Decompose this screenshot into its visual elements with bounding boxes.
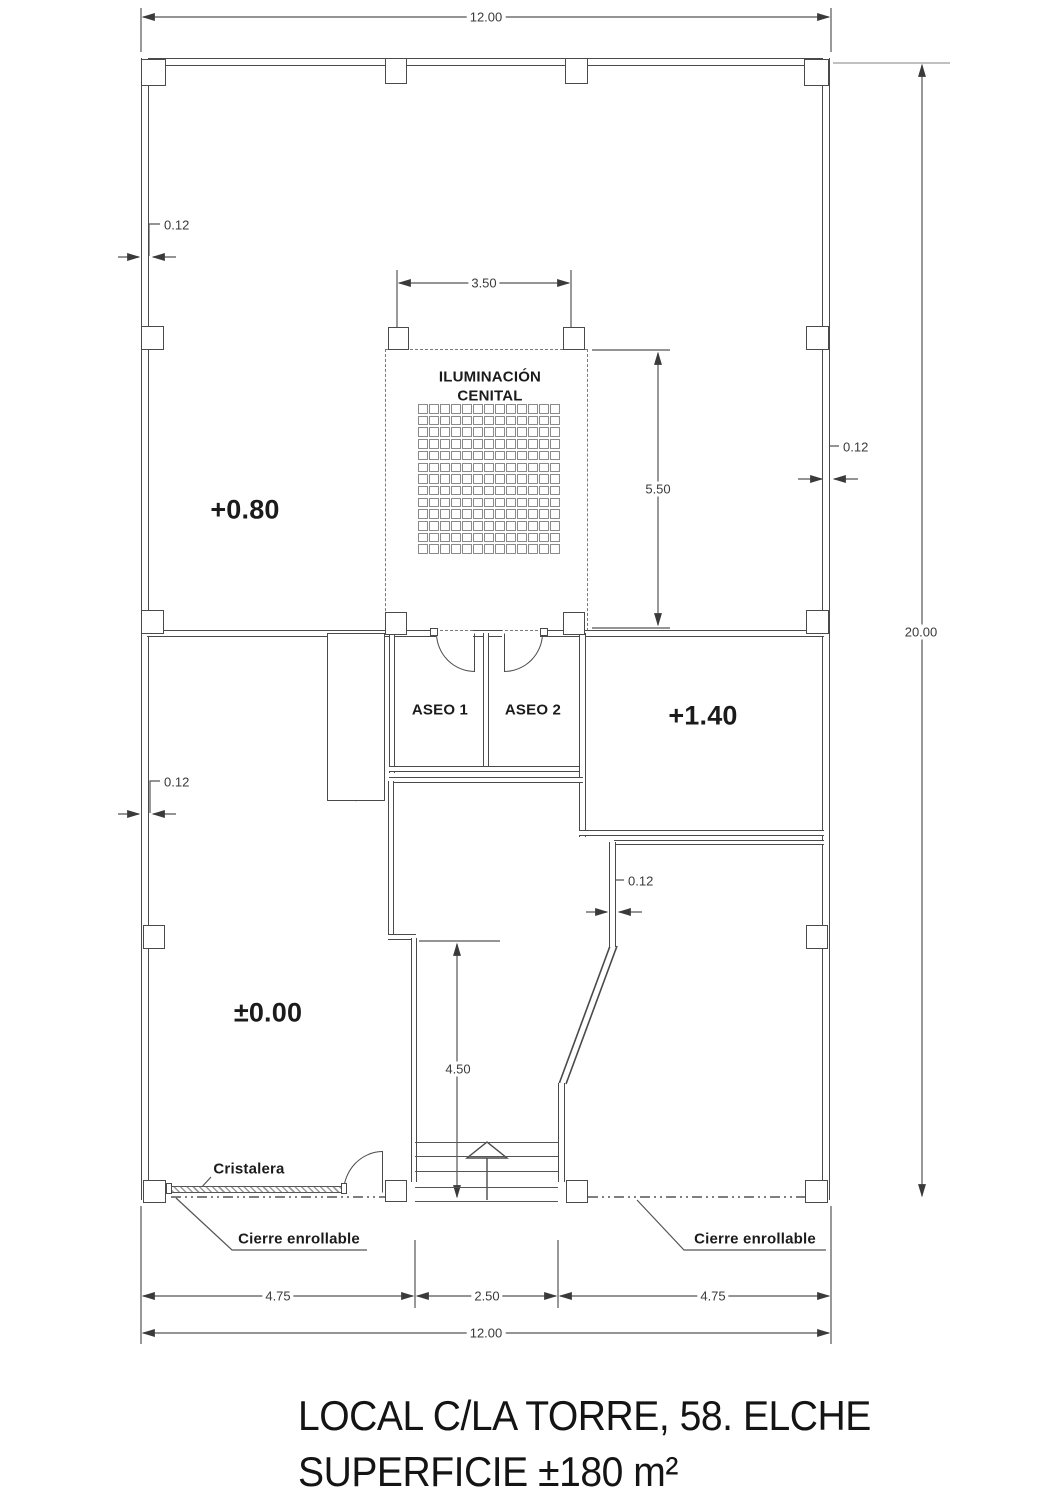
skylight-grid-cell — [539, 404, 549, 414]
shaft-box — [327, 633, 385, 801]
skylight-grid-cell — [451, 521, 461, 531]
skylight-grid-cell — [484, 451, 494, 461]
column — [141, 326, 164, 350]
dim-hall-depth: 4.50 — [442, 1062, 473, 1077]
skylight-grid-cell — [517, 486, 527, 496]
wall-corridor-right-lower — [558, 1083, 565, 1182]
skylight-grid-cell — [495, 486, 505, 496]
skylight-grid-cell — [462, 404, 472, 414]
skylight-grid-cell — [550, 544, 560, 554]
skylight-grid-cell — [418, 463, 428, 473]
skylight-grid-cell — [440, 544, 450, 554]
skylight-grid-cell — [506, 509, 516, 519]
skylight-grid-cell — [418, 474, 428, 484]
wall-corridor-right — [609, 842, 616, 947]
wall-aseo2-right — [579, 633, 586, 837]
skylight-grid-cell — [528, 427, 538, 437]
wall-hall-left-upper — [388, 781, 394, 936]
skylight-grid-cell — [429, 533, 439, 543]
skylight-grid-cell — [517, 451, 527, 461]
skylight-grid-cell — [539, 498, 549, 508]
stair-tread — [415, 1201, 558, 1202]
skylight-grid-cell — [550, 498, 560, 508]
skylight-grid-cell — [473, 533, 483, 543]
skylight-grid-cell — [473, 439, 483, 449]
column — [806, 610, 829, 634]
skylight-grid-cell — [429, 498, 439, 508]
skylight-grid-cell — [440, 451, 450, 461]
skylight-grid-cell — [473, 498, 483, 508]
skylight-grid-cell — [495, 416, 505, 426]
skylight-grid-cell — [506, 498, 516, 508]
dim-wall-thickness: 0.12 — [164, 217, 190, 233]
skylight-grid-cell — [539, 486, 549, 496]
dim-bottom-left: 4.75 — [262, 1289, 293, 1304]
skylight-grid-cell — [473, 427, 483, 437]
skylight-grid-cell — [550, 451, 560, 461]
stair-tread — [415, 1187, 558, 1188]
skylight-grid-cell — [451, 509, 461, 519]
skylight-grid-cell — [462, 474, 472, 484]
skylight-grid-cell — [506, 533, 516, 543]
skylight-grid-cell — [418, 533, 428, 543]
skylight-grid-cell — [517, 427, 527, 437]
skylight-grid-cell — [429, 486, 439, 496]
skylight-grid-cell — [440, 486, 450, 496]
skylight-grid-cell — [528, 486, 538, 496]
skylight-grid-cell — [418, 451, 428, 461]
skylight-grid-cell — [473, 404, 483, 414]
skylight-grid-cell — [484, 427, 494, 437]
plan-title-line2: SUPERFICIE ±180 m² — [298, 1448, 678, 1495]
skylight-grid-cell — [539, 416, 549, 426]
wall-hall-left-lower — [411, 938, 417, 1182]
dim-wall-thickness: 0.12 — [843, 439, 869, 455]
wall-aseo-middle — [483, 633, 489, 768]
skylight-grid-cell — [550, 533, 560, 543]
dim-bottom-right: 4.75 — [697, 1289, 728, 1304]
dim-wall-thickness: 0.12 — [164, 774, 190, 790]
skylight-grid-cell — [484, 533, 494, 543]
column — [385, 612, 407, 635]
skylight-grid-cell — [462, 544, 472, 554]
skylight-grid-cell — [484, 404, 494, 414]
skylight-grid-cell — [550, 439, 560, 449]
skylight-grid-cell — [473, 463, 483, 473]
plan-title-line1: LOCAL C/LA TORRE, 58. ELCHE — [298, 1392, 871, 1439]
column — [388, 327, 409, 350]
skylight-grid-cell — [506, 544, 516, 554]
wall-aseo-bottom — [389, 766, 579, 772]
skylight-grid-cell — [517, 404, 527, 414]
skylight-grid-cell — [429, 416, 439, 426]
skylight-grid-cell — [495, 404, 505, 414]
skylight-grid-cell — [550, 521, 560, 531]
skylight-grid-cell — [451, 416, 461, 426]
skylight-grid-cell — [440, 427, 450, 437]
skylight-grid-cell — [550, 404, 560, 414]
skylight-grid-cell — [506, 486, 516, 496]
skylight-grid-cell — [418, 544, 428, 554]
column — [143, 1180, 166, 1203]
skylight-grid-cell — [473, 486, 483, 496]
skylight-grid-cell — [418, 404, 428, 414]
skylight-grid-cell — [462, 533, 472, 543]
wall-top — [141, 58, 828, 66]
skylight-grid-cell — [495, 451, 505, 461]
skylight-grid-cell — [473, 509, 483, 519]
skylight-grid-cell — [517, 416, 527, 426]
column — [565, 58, 588, 84]
column — [141, 610, 164, 634]
skylight-grid-cell — [429, 521, 439, 531]
skylight-grid-cell — [484, 463, 494, 473]
skylight-grid-cell — [473, 474, 483, 484]
skylight-grid-cell — [506, 439, 516, 449]
skylight-grid-cell — [506, 427, 516, 437]
skylight-grid-cell — [528, 416, 538, 426]
column — [805, 1180, 828, 1203]
skylight-grid-cell — [440, 404, 450, 414]
label-level-ground: ±0.00 — [233, 997, 303, 1028]
skylight-grid-cell — [462, 521, 472, 531]
skylight-grid-cell — [429, 427, 439, 437]
skylight-grid-cell — [495, 498, 505, 508]
skylight-grid-cell — [418, 509, 428, 519]
skylight-grid-cell — [418, 416, 428, 426]
skylight-grid-cell — [539, 474, 549, 484]
skylight-grid-cell — [517, 439, 527, 449]
skylight-grid-cell — [528, 474, 538, 484]
skylight-grid-cell — [528, 404, 538, 414]
skylight-grid-cell — [440, 463, 450, 473]
skylight-grid-cell — [550, 427, 560, 437]
skylight-grid-cell — [451, 544, 461, 554]
skylight-grid-cell — [550, 416, 560, 426]
skylight-grid-cell — [550, 463, 560, 473]
skylight-grid-cell — [517, 498, 527, 508]
column — [385, 58, 407, 84]
column — [806, 925, 828, 949]
skylight-grid-cell — [429, 509, 439, 519]
skylight-grid-cell — [484, 498, 494, 508]
skylight-grid-cell — [550, 509, 560, 519]
label-aseo2: ASEO 2 — [504, 701, 562, 719]
skylight-grid-cell — [506, 404, 516, 414]
skylight-grid-cell — [484, 521, 494, 531]
skylight-grid-cell — [462, 498, 472, 508]
skylight-grid-cell — [528, 463, 538, 473]
skylight-grid-cell — [473, 451, 483, 461]
skylight-grid-cell — [495, 463, 505, 473]
skylight-grid-cell — [506, 521, 516, 531]
stair-tread — [415, 1156, 558, 1157]
wall-hall-top — [389, 777, 583, 783]
dim-top-width: 12.00 — [467, 10, 506, 25]
column — [563, 612, 585, 635]
label-level-mezzanine: +1.40 — [668, 700, 738, 731]
skylight-grid-cell — [517, 509, 527, 519]
skylight-grid-cell — [506, 463, 516, 473]
skylight-grid-cell — [550, 474, 560, 484]
skylight-grid-cell — [440, 521, 450, 531]
label-aseo1: ASEO 1 — [411, 701, 469, 719]
skylight-grid-cell — [451, 439, 461, 449]
skylight-grid-cell — [495, 533, 505, 543]
skylight-grid-cell — [506, 474, 516, 484]
skylight-grid-cell — [440, 533, 450, 543]
glazing-strip — [171, 1186, 343, 1193]
skylight-grid-cell — [473, 416, 483, 426]
skylight-grid-cell — [517, 544, 527, 554]
skylight-grid-cell — [440, 474, 450, 484]
skylight-grid-cell — [539, 509, 549, 519]
skylight-grid-cell — [462, 463, 472, 473]
wall-aseo1-left — [389, 633, 395, 773]
label-shutter-right: Cierre enrollable — [694, 1230, 816, 1248]
skylight-grid-cell — [506, 451, 516, 461]
dim-bottom-total: 12.00 — [467, 1326, 506, 1341]
skylight-grid-cell — [539, 427, 549, 437]
skylight-grid-cell — [451, 498, 461, 508]
skylight-grid-cell — [539, 463, 549, 473]
column — [143, 925, 165, 949]
skylight-grid-cell — [495, 427, 505, 437]
dim-wall-thickness: 0.12 — [628, 873, 654, 889]
skylight-grid-cell — [495, 544, 505, 554]
skylight-grid-cell — [484, 474, 494, 484]
column — [563, 327, 585, 350]
dim-skylight-width: 3.50 — [468, 276, 499, 291]
skylight-grid-cell — [429, 439, 439, 449]
label-skylight-line2: CENITAL — [457, 387, 523, 405]
diagonal-wall — [559, 946, 617, 1084]
skylight-grid-cell — [539, 521, 549, 531]
skylight-grid-cell — [539, 533, 549, 543]
skylight-grid-cell — [528, 544, 538, 554]
skylight-grid-cell — [418, 486, 428, 496]
skylight-grid-cell — [528, 498, 538, 508]
skylight-grid-cell — [473, 544, 483, 554]
skylight-grid-cell — [418, 427, 428, 437]
column — [566, 1180, 588, 1203]
skylight-grid-cell — [429, 451, 439, 461]
column — [141, 59, 166, 86]
column — [804, 59, 829, 86]
skylight-grid-cell — [462, 509, 472, 519]
skylight-grid-cell — [528, 521, 538, 531]
glazing-end-cap — [341, 1183, 347, 1194]
skylight-grid-cell — [517, 463, 527, 473]
skylight-grid-cell — [539, 439, 549, 449]
skylight-grid-cell — [495, 521, 505, 531]
skylight-grid-cell — [495, 509, 505, 519]
skylight-grid-cell — [462, 451, 472, 461]
wall-mezzanine-bottom — [579, 830, 824, 836]
skylight-grid-cell — [440, 416, 450, 426]
skylight-grid-cell — [528, 533, 538, 543]
stair-tread — [415, 1171, 558, 1172]
skylight-grid-cell — [440, 439, 450, 449]
skylight-grid-cell — [451, 486, 461, 496]
skylight-grid-cell — [539, 451, 549, 461]
label-glazing: Cristalera — [213, 1160, 285, 1178]
dim-skylight-height: 5.50 — [642, 482, 673, 497]
skylight-grid-cell — [550, 486, 560, 496]
skylight-grid-cell — [451, 533, 461, 543]
skylight-grid-cell — [517, 521, 527, 531]
skylight-grid-cell — [429, 404, 439, 414]
skylight-grid-cell — [473, 521, 483, 531]
door-jamb — [540, 628, 548, 636]
skylight-grid-cell — [462, 416, 472, 426]
skylight-grid-cell — [418, 439, 428, 449]
skylight-grid-cell — [506, 416, 516, 426]
skylight-grid-cell — [429, 474, 439, 484]
skylight-grid-cell — [451, 404, 461, 414]
skylight-grid-cell — [495, 474, 505, 484]
skylight-grid-cell — [440, 498, 450, 508]
skylight-grid-cell — [462, 439, 472, 449]
label-level-upper: +0.80 — [210, 494, 280, 525]
skylight-grid-cell — [484, 544, 494, 554]
skylight-grid-cell — [451, 451, 461, 461]
skylight-grid-cell — [451, 474, 461, 484]
dim-bottom-center: 2.50 — [471, 1289, 502, 1304]
skylight-grid-cell — [517, 533, 527, 543]
skylight-grid-cell — [429, 544, 439, 554]
skylight-grid-cell — [528, 509, 538, 519]
skylight-grid-cell — [462, 427, 472, 437]
wall-corridor-top — [614, 840, 824, 845]
skylight-grid-cell — [528, 439, 538, 449]
skylight-grid-cell — [539, 544, 549, 554]
skylight-grid-cell — [418, 498, 428, 508]
glazing-end-cap — [166, 1183, 172, 1194]
skylight-grid-cell — [517, 474, 527, 484]
dim-overall-height: 20.00 — [902, 625, 941, 640]
skylight-grid-cell — [495, 439, 505, 449]
label-skylight-line1: ILUMINACIÓN — [438, 368, 542, 386]
skylight-grid-cell — [451, 427, 461, 437]
door-jamb — [430, 628, 438, 636]
skylight-grid-cell — [484, 439, 494, 449]
skylight-grid-cell — [528, 451, 538, 461]
skylight-grid-cell — [429, 463, 439, 473]
skylight-grid-cell — [484, 509, 494, 519]
skylight-grid-cell — [418, 521, 428, 531]
column — [385, 1180, 407, 1202]
column — [806, 326, 829, 350]
skylight-grid-cell — [484, 416, 494, 426]
skylight-grid-cell — [462, 486, 472, 496]
skylight-grid-cell — [451, 463, 461, 473]
skylight-grid-cell — [484, 486, 494, 496]
label-shutter-left: Cierre enrollable — [238, 1230, 360, 1248]
skylight-grid-cell — [440, 509, 450, 519]
stair-tread — [415, 1142, 558, 1143]
